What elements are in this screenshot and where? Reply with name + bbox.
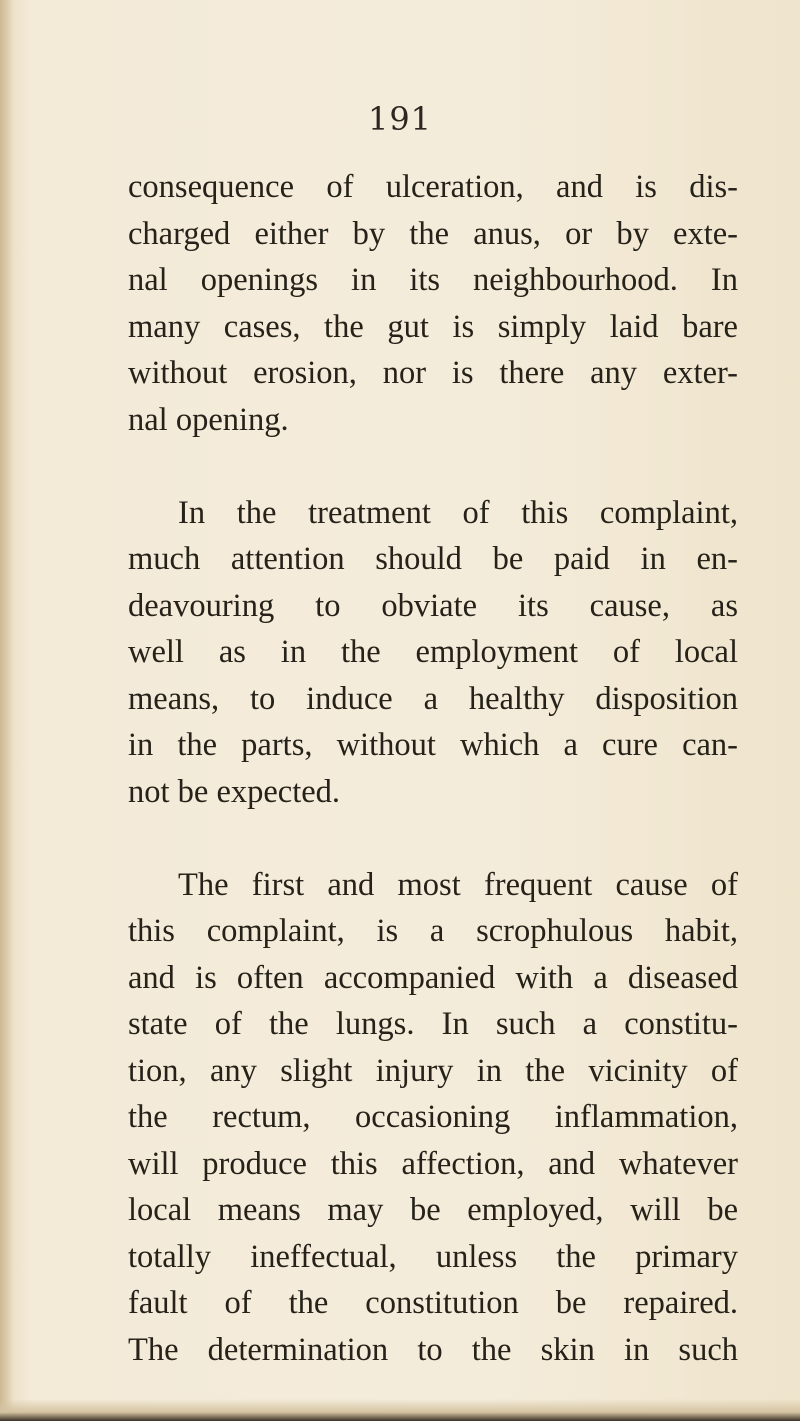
paragraph-3: [128, 862, 738, 1374]
text-line: deavouring to obviate its cause, as: [128, 587, 738, 624]
binding-shadow: [0, 0, 14, 1421]
text-line: without erosion, nor is there any exter-: [128, 355, 738, 391]
text-line: means, to induce a healthy disposition: [128, 680, 738, 717]
text-line: fault of the constitution be repaired.: [128, 1285, 738, 1321]
text-line: consequence of ulceration, and is dis-: [128, 169, 738, 205]
paragraph-1: [128, 164, 738, 443]
body-text: [128, 164, 738, 1373]
text-line: much attention should be paid in en-: [128, 541, 738, 577]
text-line: nal opening.: [128, 401, 289, 438]
text-line: the rectum, occasioning inflammation,: [128, 1099, 738, 1135]
text-line: In the treatment of this complaint,: [178, 494, 738, 531]
text-line: in the parts, without which a cure can-: [128, 727, 738, 763]
page-number: 191: [367, 100, 433, 138]
paragraph-2: [128, 490, 738, 816]
text-line: totally ineffectual, unless the primary: [128, 1238, 738, 1275]
text-line: this complaint, is a scrophulous habit,: [128, 913, 738, 949]
text-line: The first and most frequent cause of: [178, 866, 738, 903]
paragraph-gap: [128, 443, 738, 490]
text-line: tion, any slight injury in the vicinity of: [128, 1052, 738, 1089]
text-line: many cases, the gut is simply laid bare: [128, 308, 738, 345]
text-line: and is often accompanied with a diseased: [128, 959, 738, 996]
text-line: local means may be employed, will be: [128, 1192, 738, 1228]
text-line: will produce this affection, and whatever: [128, 1145, 738, 1182]
text-line: not be expected.: [128, 773, 341, 810]
paragraph-gap: [128, 815, 738, 862]
text-line: charged either by the anus, or by exte-: [128, 215, 738, 252]
text-line: The determination to the skin in such: [128, 1331, 738, 1368]
text-line: well as in the employment of local: [128, 634, 738, 670]
text-line: nal openings in its neighbourhood. In: [128, 262, 738, 298]
page-bottom-edge: [0, 1399, 800, 1421]
text-line: state of the lungs. In such a constitu-: [128, 1006, 738, 1042]
